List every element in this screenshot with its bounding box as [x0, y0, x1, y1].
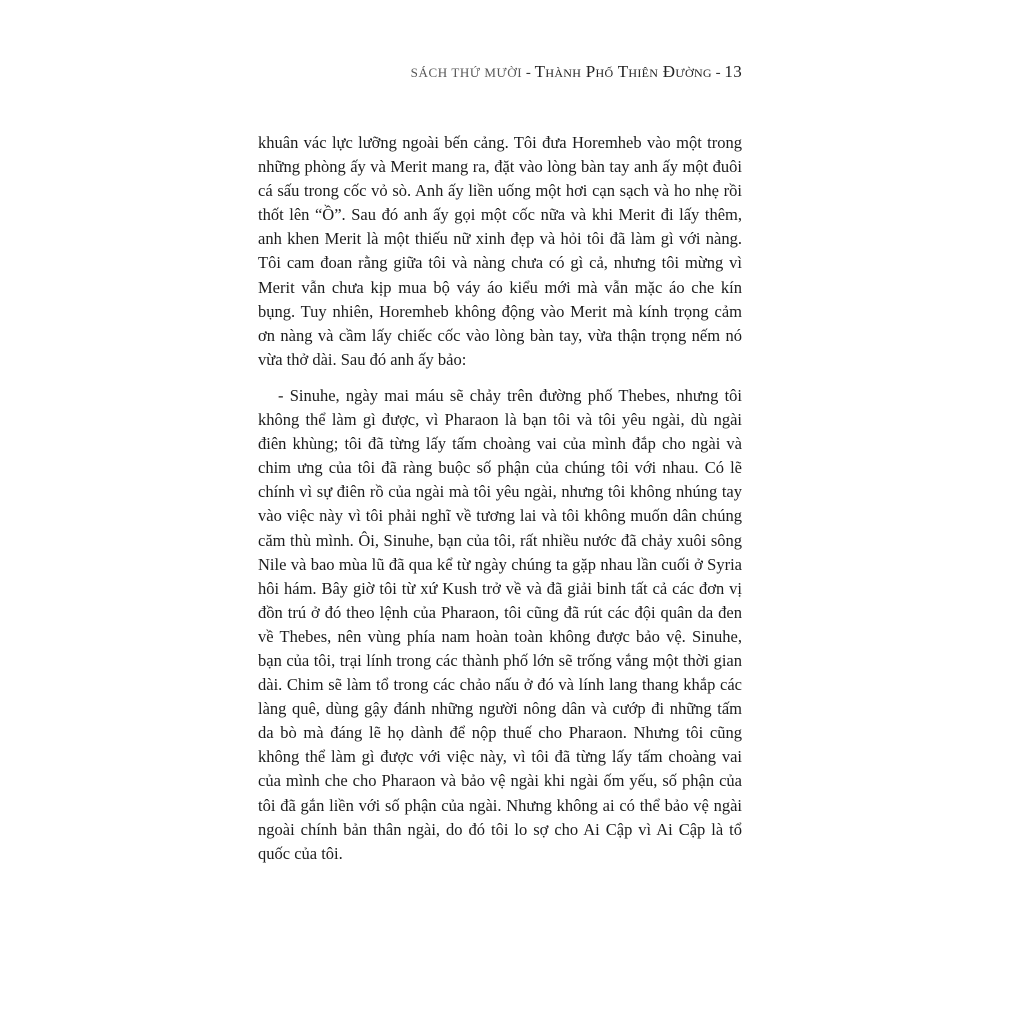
paragraph-dialogue: - Sinuhe, ngày mai máu sẽ chảy trên đường phố Thebes, nhưng tôi không thể làm gì được, vì Pharaon là bạn tôi và tôi yêu ngài, dù ngài điên khùng; tôi đã từng lấy tấm choàng vai của mình đắp cho ngài và chim ưng của tôi đã ràng buộc số phận của chúng tôi với nhau. Có lẽ chính vì sự điên rồ của ngài mà tôi yêu ngài, nhưng tôi không nhúng tay vào việc này vì tôi phải nghĩ về tương lai và tôi không muốn dân chúng căm thù mình. Ôi, Sinuhe, bạn của tôi, rất nhiều nước đã chảy xuôi sông Nile và bao mùa lũ đã qua kể từ ngày chúng ta gặp nhau lần cuối ở Syria hôi hám. Bây giờ tôi từ xứ Kush trở về và đã giải binh tất cả các đơn vị đồn trú ở đó theo lệnh của Pharaon, tôi cũng đã rút các đội quân da đen về Thebes, nên vùng phía nam hoàn toàn không được bảo vệ. Sinuhe, bạn của tôi, trại lính trong các thành phố lớn sẽ trống vắng một thời gian dài. Chim sẽ làm tổ trong các chảo nấu ở đó và lính lang thang khắp các làng quê, dùng gậy đánh những người nông dân và cướp đi những tấm da bò mà đáng lẽ họ dành để nộp thuế cho Pharaon. Nhưng tôi cũng không thể làm gì được với việc này, vì tôi đã từng lấy tấm choàng vai của mình che cho Pharaon và bảo vệ ngài khi ngài ốm yếu, số phận của tôi đã gắn liền với số phận của ngài. Nhưng không ai có thể bảo vệ ngài ngoài chính bản thân ngài, do đó tôi lo sợ cho Ai Cập vì Ai Cập là tổ quốc của tôi. — [258, 385, 742, 863]
page-number: 13 — [724, 62, 742, 81]
header-separator-2: - — [711, 65, 725, 81]
book-label: SÁCH THỨ MƯỜI — [410, 65, 523, 80]
paragraph-narration: khuân vác lực lưỡng ngoài bến cảng. Tôi đưa Horemheb vào một trong những phòng ấy và Merit mang ra, đặt vào lòng bàn tay anh ấy một đuôi cá sấu trong cốc vỏ sò. Anh ấy liền uống một hơi cạn sạch và ho nhẹ rồi thốt lên “Ồ”. Sau đó anh ấy gọi một cốc nữa và khi Merit đi lấy thêm, anh khen Merit là một thiếu nữ xinh đẹp và hỏi tôi đã làm gì với nàng. Tôi cam đoan rằng giữa tôi và nàng chưa có gì cả, nhưng tôi mừng vì Merit vẫn chưa kịp mua bộ váy áo kiểu mới mà vẫn mặc áo che kín bụng. Tuy nhiên, Horemheb không động vào Merit mà kính trọng cảm ơn nàng và cầm lấy chiếc cốc vào lòng bàn tay, vừa thận trọng nếm nó vừa thở dài. Sau đó anh ấy bảo: — [258, 133, 742, 369]
header-separator: - — [522, 65, 535, 81]
chapter-title: Thành Phố Thiên Đường — [534, 62, 712, 81]
running-header — [411, 62, 742, 82]
page-body — [258, 131, 742, 866]
